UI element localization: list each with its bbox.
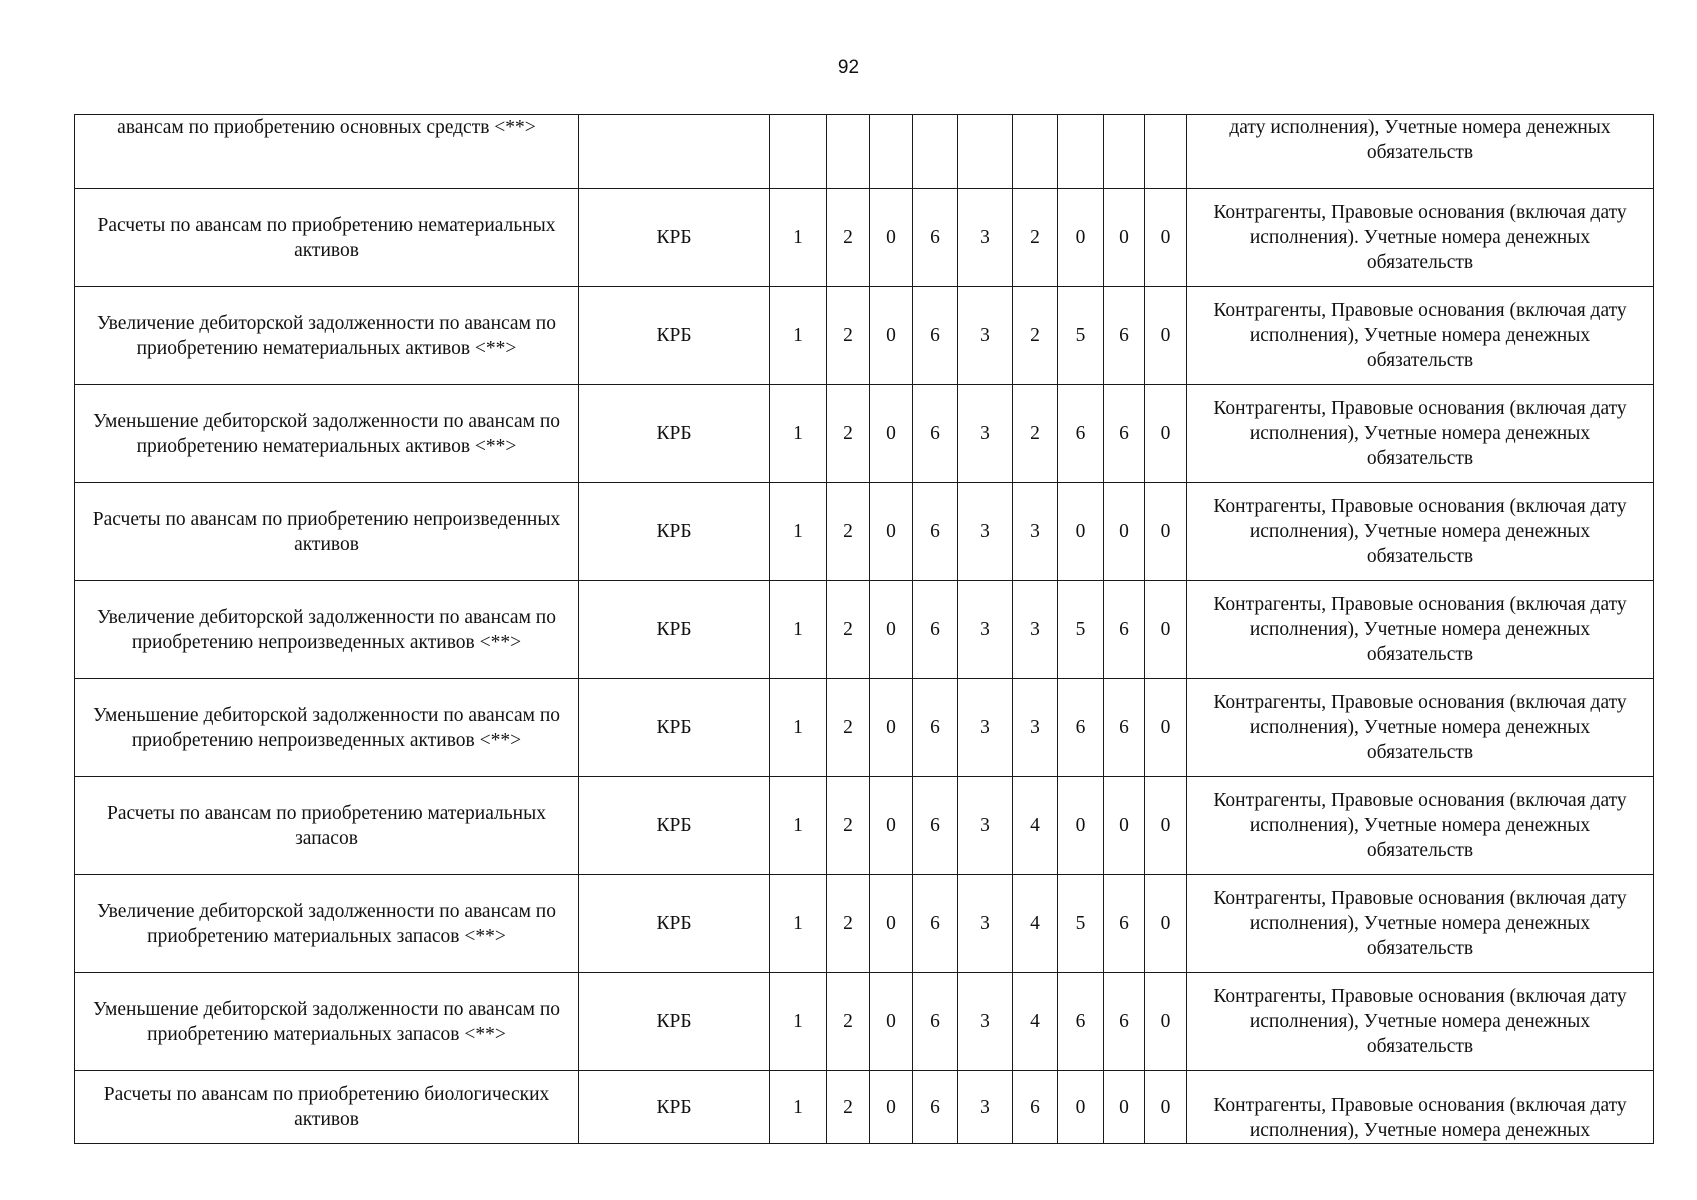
account-digit-cell: 4 xyxy=(1013,973,1058,1071)
source-code-cell: КРБ xyxy=(579,973,770,1071)
account-digit-cell: 2 xyxy=(1013,189,1058,287)
analytics-basis-cell: Контрагенты, Правовые основания (включая дату исполнения), Учетные номера денежных обязательств xyxy=(1187,483,1654,581)
account-digit-cell: 6 xyxy=(1104,385,1145,483)
account-digit-cell: 0 xyxy=(870,483,913,581)
account-name-cell: Расчеты по авансам по приобретению материальных запасов xyxy=(75,777,579,875)
account-digit-cell: 3 xyxy=(1013,679,1058,777)
account-digit-cell: 1 xyxy=(770,581,827,679)
account-digit-cell: 0 xyxy=(870,581,913,679)
account-digit-cell: 6 xyxy=(1058,973,1104,1071)
account-digit-cell: 2 xyxy=(827,777,870,875)
analytics-basis-cell: Контрагенты, Правовые основания (включая дату исполнения), Учетные номера денежных обязательств xyxy=(1187,385,1654,483)
account-digit-cell: 0 xyxy=(1145,287,1187,385)
table-row xyxy=(75,973,1654,1071)
account-digit-cell: 0 xyxy=(1145,1071,1187,1144)
account-name-cell: Расчеты по авансам по приобретению биологических активов xyxy=(75,1071,579,1144)
account-digit-cell: 5 xyxy=(1058,581,1104,679)
account-digit-cell: 6 xyxy=(913,189,958,287)
account-digit-cell: 3 xyxy=(958,973,1013,1071)
analytics-basis-cell: Контрагенты, Правовые основания (включая дату исполнения), Учетные номера денежных обязательств xyxy=(1187,875,1654,973)
analytics-basis-cell: Контрагенты, Правовые основания (включая дату исполнения), Учетные номера денежных обязательств xyxy=(1187,679,1654,777)
analytics-basis-cell: Контрагенты, Правовые основания (включая дату исполнения). Учетные номера денежных обязательств xyxy=(1187,189,1654,287)
account-digit-cell: 6 xyxy=(913,973,958,1071)
source-code-cell: КРБ xyxy=(579,189,770,287)
table-row xyxy=(75,115,1654,189)
account-digit-cell xyxy=(1013,115,1058,189)
account-digit-cell: 1 xyxy=(770,385,827,483)
accounts-table xyxy=(74,114,1654,1144)
account-digit-cell: 3 xyxy=(958,483,1013,581)
analytics-basis-cell: Контрагенты, Правовые основания (включая дату исполнения), Учетные номера денежных обязательств xyxy=(1187,287,1654,385)
account-digit-cell: 2 xyxy=(827,385,870,483)
table-row xyxy=(75,875,1654,973)
account-digit-cell: 6 xyxy=(1104,581,1145,679)
account-digit-cell: 0 xyxy=(1104,1071,1145,1144)
account-digit-cell: 3 xyxy=(958,679,1013,777)
table-row xyxy=(75,385,1654,483)
analytics-basis-cell: Контрагенты, Правовые основания (включая дату исполнения), Учетные номера денежных обязательств xyxy=(1187,777,1654,875)
account-digit-cell: 0 xyxy=(1058,483,1104,581)
table-row xyxy=(75,777,1654,875)
account-digit-cell: 0 xyxy=(1145,679,1187,777)
account-digit-cell: 6 xyxy=(913,679,958,777)
account-digit-cell xyxy=(770,115,827,189)
account-digit-cell: 0 xyxy=(1145,581,1187,679)
account-digit-cell: 0 xyxy=(870,777,913,875)
account-digit-cell: 2 xyxy=(827,483,870,581)
account-digit-cell: 0 xyxy=(1104,189,1145,287)
source-code-cell: КРБ xyxy=(579,287,770,385)
account-digit-cell: 1 xyxy=(770,875,827,973)
account-digit-cell xyxy=(1104,115,1145,189)
account-digit-cell xyxy=(913,115,958,189)
account-digit-cell: 3 xyxy=(958,189,1013,287)
account-digit-cell: 3 xyxy=(1013,581,1058,679)
account-digit-cell: 3 xyxy=(958,875,1013,973)
page-number: 92 xyxy=(837,57,860,78)
account-digit-cell: 5 xyxy=(1058,287,1104,385)
account-digit-cell: 6 xyxy=(1104,679,1145,777)
account-digit-cell: 0 xyxy=(870,1071,913,1144)
account-digit-cell xyxy=(958,115,1013,189)
account-digit-cell: 2 xyxy=(827,679,870,777)
account-name-cell: Увеличение дебиторской задолженности по авансам по приобретению материальных запасов <**> xyxy=(75,875,579,973)
account-digit-cell: 6 xyxy=(1058,679,1104,777)
account-digit-cell: 2 xyxy=(827,973,870,1071)
account-digit-cell: 4 xyxy=(1013,777,1058,875)
source-code-cell: КРБ xyxy=(579,679,770,777)
analytics-basis-cell: Контрагенты, Правовые основания (включая дату исполнения), Учетные номера денежных xyxy=(1187,1071,1654,1144)
account-digit-cell: 5 xyxy=(1058,875,1104,973)
account-digit-cell: 6 xyxy=(1058,385,1104,483)
account-digit-cell: 2 xyxy=(827,875,870,973)
analytics-basis-cell: Контрагенты, Правовые основания (включая дату исполнения), Учетные номера денежных обязательств xyxy=(1187,973,1654,1071)
account-digit-cell: 0 xyxy=(1145,483,1187,581)
account-name-cell: Уменьшение дебиторской задолженности по авансам по приобретению нематериальных активов <**> xyxy=(75,385,579,483)
account-name-cell: Уменьшение дебиторской задолженности по авансам по приобретению непроизведенных активов <**> xyxy=(75,679,579,777)
account-digit-cell: 6 xyxy=(1104,875,1145,973)
account-digit-cell: 6 xyxy=(913,483,958,581)
source-code-cell: КРБ xyxy=(579,777,770,875)
account-digit-cell: 6 xyxy=(1104,973,1145,1071)
account-digit-cell: 1 xyxy=(770,189,827,287)
account-digit-cell: 0 xyxy=(1058,1071,1104,1144)
account-digit-cell: 6 xyxy=(913,1071,958,1144)
account-digit-cell: 6 xyxy=(913,875,958,973)
account-digit-cell: 4 xyxy=(1013,875,1058,973)
account-digit-cell: 0 xyxy=(1145,385,1187,483)
account-digit-cell: 0 xyxy=(870,679,913,777)
account-digit-cell: 0 xyxy=(870,973,913,1071)
source-code-cell: КРБ xyxy=(579,1071,770,1144)
account-digit-cell: 1 xyxy=(770,1071,827,1144)
account-digit-cell: 2 xyxy=(827,189,870,287)
account-digit-cell: 6 xyxy=(1104,287,1145,385)
source-code-cell: КРБ xyxy=(579,875,770,973)
account-digit-cell: 0 xyxy=(870,875,913,973)
account-digit-cell: 3 xyxy=(958,777,1013,875)
account-digit-cell xyxy=(1145,115,1187,189)
table-row xyxy=(75,581,1654,679)
table-row xyxy=(75,679,1654,777)
account-digit-cell: 1 xyxy=(770,777,827,875)
account-digit-cell: 2 xyxy=(1013,287,1058,385)
table-row xyxy=(75,483,1654,581)
account-digit-cell: 0 xyxy=(1058,777,1104,875)
account-name-cell: Расчеты по авансам по приобретению нематериальных активов xyxy=(75,189,579,287)
account-digit-cell: 2 xyxy=(827,287,870,385)
account-digit-cell: 3 xyxy=(958,1071,1013,1144)
source-code-cell: КРБ xyxy=(579,581,770,679)
table-row xyxy=(75,287,1654,385)
account-digit-cell: 0 xyxy=(1145,973,1187,1071)
account-digit-cell: 3 xyxy=(1013,483,1058,581)
account-digit-cell: 2 xyxy=(1013,385,1058,483)
source-code-cell xyxy=(579,115,770,189)
account-name-cell: Уменьшение дебиторской задолженности по авансам по приобретению материальных запасов <**> xyxy=(75,973,579,1071)
account-digit-cell: 1 xyxy=(770,287,827,385)
account-digit-cell xyxy=(870,115,913,189)
table-row xyxy=(75,1071,1654,1144)
account-digit-cell: 0 xyxy=(870,287,913,385)
account-digit-cell: 0 xyxy=(1145,189,1187,287)
account-digit-cell: 2 xyxy=(827,581,870,679)
account-digit-cell xyxy=(1058,115,1104,189)
account-digit-cell: 0 xyxy=(1058,189,1104,287)
account-name-cell: Увеличение дебиторской задолженности по авансам по приобретению нематериальных активов <**> xyxy=(75,287,579,385)
account-digit-cell: 6 xyxy=(913,777,958,875)
account-digit-cell: 6 xyxy=(1013,1071,1058,1144)
account-digit-cell: 6 xyxy=(913,287,958,385)
table-body xyxy=(75,115,1654,1144)
account-name-cell: Расчеты по авансам по приобретению непроизведенных активов xyxy=(75,483,579,581)
account-digit-cell: 6 xyxy=(913,581,958,679)
source-code-cell: КРБ xyxy=(579,483,770,581)
account-digit-cell: 6 xyxy=(913,385,958,483)
table-row xyxy=(75,189,1654,287)
account-digit-cell xyxy=(827,115,870,189)
account-digit-cell: 1 xyxy=(770,483,827,581)
source-code-cell: КРБ xyxy=(579,385,770,483)
account-name-cell: Увеличение дебиторской задолженности по авансам по приобретению непроизведенных активов <**> xyxy=(75,581,579,679)
account-digit-cell: 0 xyxy=(870,189,913,287)
account-digit-cell: 0 xyxy=(1145,777,1187,875)
analytics-basis-cell: Контрагенты, Правовые основания (включая дату исполнения), Учетные номера денежных обязательств xyxy=(1187,581,1654,679)
account-digit-cell: 1 xyxy=(770,973,827,1071)
account-digit-cell: 0 xyxy=(1104,483,1145,581)
account-digit-cell: 3 xyxy=(958,385,1013,483)
account-name-cell: авансам по приобретению основных средств <**> xyxy=(75,115,579,189)
account-digit-cell: 2 xyxy=(827,1071,870,1144)
account-digit-cell: 0 xyxy=(870,385,913,483)
account-digit-cell: 1 xyxy=(770,679,827,777)
account-digit-cell: 0 xyxy=(1145,875,1187,973)
account-digit-cell: 0 xyxy=(1104,777,1145,875)
analytics-basis-cell: дату исполнения), Учетные номера денежных обязательств xyxy=(1187,115,1654,189)
account-digit-cell: 3 xyxy=(958,581,1013,679)
account-digit-cell: 3 xyxy=(958,287,1013,385)
